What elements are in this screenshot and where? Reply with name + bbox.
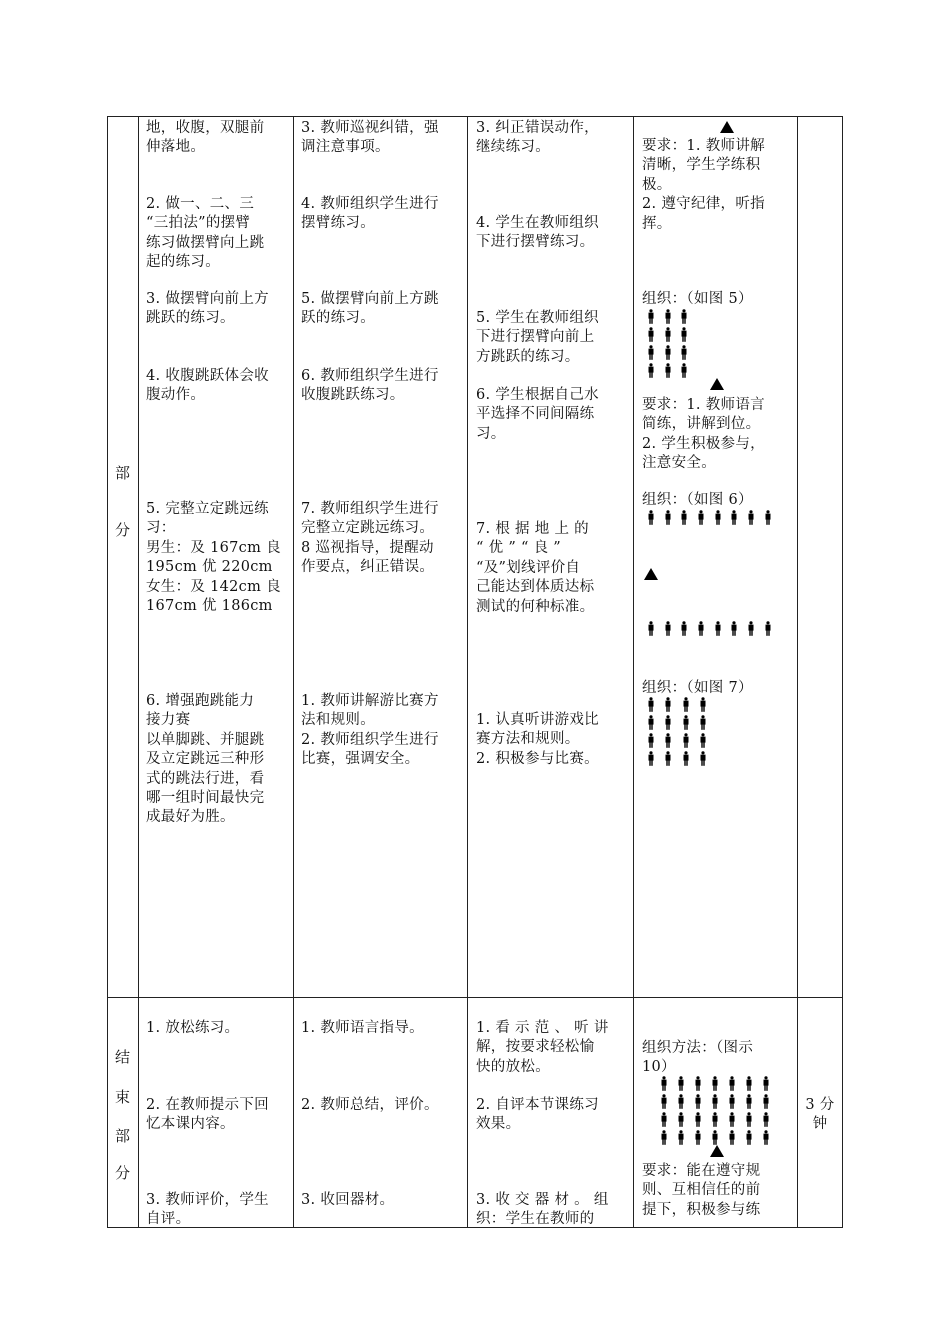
content-item: 4. 收腹跳跃体会收 腹动作。 [146, 368, 269, 404]
student-figure-icon [699, 751, 707, 766]
student-activity: 7. 根 据 地 上 的 “ 优 ” “ 良 ” “及”划线评价自 己能达到体质达标 测试的何种标准。 [476, 521, 595, 615]
student-figure-icon [664, 621, 672, 636]
organization-label: 组织：（如图 5） [642, 291, 753, 307]
teacher-activity: 7. 教师组织学生进行 完整立定跳远练习。 8 巡视指导，提醒动 作要点，纠正错误。 [301, 501, 439, 576]
student-figure-icon [762, 1094, 770, 1109]
student-figure-icon [647, 751, 655, 766]
teacher-marker-icon [710, 378, 724, 390]
student-figure-icon [680, 345, 688, 360]
time-allocation: 3 分 钟 [805, 1097, 835, 1133]
requirement-text: 要求：能在遵守规 则、互相信任的前 提下，积极参与练 [642, 1163, 761, 1218]
student-activity: 3. 纠正错误动作， 继续练习。 [476, 120, 599, 156]
student-figure-icon [664, 751, 672, 766]
teacher-activity: 1. 教师语言指导。 [301, 1020, 424, 1036]
student-figure-icon [664, 363, 672, 378]
student-figure-icon [682, 733, 690, 748]
student-figure-icon [664, 309, 672, 324]
student-figure-icon [694, 1094, 702, 1109]
content-item: 3. 教师评价，学生 自评。 [146, 1192, 269, 1228]
student-figure-icon [660, 1076, 668, 1091]
student-figure-icon [664, 327, 672, 342]
student-activity: 2. 自评本节课练习 效果。 [476, 1097, 599, 1133]
content-item: 2. 做一、二、三 “三拍法”的摆臂 练习做摆臂向上跳 起的练习。 [146, 196, 265, 271]
student-figure-icon [730, 621, 738, 636]
student-figure-icon [699, 715, 707, 730]
content-item: 6. 增强跑跳能力 接力赛 以单脚跳、并腿跳 及立定跳远三种形 式的跳法行进，看 哪一组时间最快完 成最好为胜。 [146, 693, 265, 826]
student-figure-icon [699, 697, 707, 712]
student-figure-icon [694, 1130, 702, 1145]
student-figure-icon [680, 510, 688, 525]
student-figure-icon [682, 751, 690, 766]
student-figure-icon [711, 1130, 719, 1145]
student-figure-icon [664, 510, 672, 525]
section-label-char: 分 [114, 521, 130, 539]
student-figure-icon [747, 621, 755, 636]
section-label-char: 结 [114, 1048, 130, 1066]
column-divider [467, 116, 468, 1228]
student-activity: 6. 学生根据自己水 平选择不同间隔练 习。 [476, 387, 599, 442]
student-figure-icon [745, 1076, 753, 1091]
student-figure-icon [677, 1130, 685, 1145]
formation-figure-7 [647, 697, 716, 769]
student-figure-icon [728, 1112, 736, 1127]
column-divider [633, 116, 634, 1228]
section-label-char: 部 [114, 1127, 130, 1145]
student-figure-icon [680, 621, 688, 636]
student-activity: 4. 学生在教师组织 下进行摆臂练习。 [476, 215, 599, 251]
student-figure-icon [762, 1076, 770, 1091]
student-figure-icon [660, 1130, 668, 1145]
teacher-activity: 3. 收回器材。 [301, 1192, 395, 1208]
student-figure-icon [711, 1094, 719, 1109]
organization-label: 组织：（如图 7） [642, 680, 753, 696]
student-figure-icon [647, 327, 655, 342]
teacher-marker-icon [710, 1145, 724, 1157]
column-divider [293, 116, 294, 1228]
section-label-char: 束 [114, 1088, 130, 1106]
section-label-char: 部 [114, 464, 130, 482]
student-figure-icon [647, 309, 655, 324]
student-figure-icon [647, 733, 655, 748]
student-figure-icon [647, 345, 655, 360]
formation-figure-10 [660, 1076, 779, 1148]
student-activity: 1. 看 示 范 、 听 讲 解，按要求轻松愉 快的放松。 [476, 1020, 609, 1075]
teacher-activity: 6. 教师组织学生进行 收腹跳跃练习。 [301, 368, 439, 404]
student-figure-icon [647, 715, 655, 730]
student-figure-icon [728, 1094, 736, 1109]
student-activity: 1. 认真听讲游戏比 赛方法和规则。 2. 积极参与比赛。 [476, 712, 599, 767]
formation-figure-6-row [647, 510, 781, 528]
formation-figure-6-row [647, 621, 781, 639]
student-figure-icon [762, 1112, 770, 1127]
formation-figure-5 [647, 309, 697, 381]
student-figure-icon [714, 621, 722, 636]
student-figure-icon [647, 510, 655, 525]
row-divider [107, 997, 843, 998]
student-figure-icon [694, 1112, 702, 1127]
student-figure-icon [647, 697, 655, 712]
student-figure-icon [664, 697, 672, 712]
student-figure-icon [711, 1076, 719, 1091]
student-figure-icon [728, 1076, 736, 1091]
requirement-text: 要求：1. 教师讲解 清晰，学生学练积 极。 2. 遵守纪律，听指 挥。 [642, 138, 765, 232]
column-divider [797, 116, 798, 1228]
teacher-marker-icon [644, 568, 658, 580]
student-figure-icon [680, 363, 688, 378]
student-figure-icon [711, 1112, 719, 1127]
teacher-activity: 1. 教师讲解游比赛方 法和规则。 2. 教师组织学生进行 比赛，强调安全。 [301, 693, 439, 768]
organization-label: 组织方法：（图示 10） [642, 1040, 754, 1076]
column-divider [138, 116, 139, 1228]
content-item: 1. 放松练习。 [146, 1020, 240, 1036]
teacher-marker-icon [720, 121, 734, 133]
student-figure-icon [699, 733, 707, 748]
student-figure-icon [697, 510, 705, 525]
student-figure-icon [694, 1076, 702, 1091]
student-figure-icon [747, 510, 755, 525]
student-figure-icon [677, 1076, 685, 1091]
student-figure-icon [660, 1112, 668, 1127]
student-figure-icon [762, 1130, 770, 1145]
teacher-activity: 3. 教师巡视纠错，强 调注意事项。 [301, 120, 439, 156]
student-figure-icon [664, 345, 672, 360]
student-figure-icon [764, 621, 772, 636]
student-figure-icon [660, 1094, 668, 1109]
section-label-char: 分 [114, 1164, 130, 1182]
student-figure-icon [730, 510, 738, 525]
student-figure-icon [680, 309, 688, 324]
student-figure-icon [664, 733, 672, 748]
student-figure-icon [714, 510, 722, 525]
student-figure-icon [680, 327, 688, 342]
content-item: 3. 做摆臂向前上方 跳跃的练习。 [146, 291, 269, 327]
student-figure-icon [697, 621, 705, 636]
student-figure-icon [647, 621, 655, 636]
requirement-text: 要求：1. 教师语言 简练，讲解到位。 2. 学生积极参与， 注意安全。 [642, 397, 765, 472]
content-item: 2. 在教师提示下回 忆本课内容。 [146, 1097, 269, 1133]
teacher-activity: 4. 教师组织学生进行 摆臂练习。 [301, 196, 439, 232]
organization-label: 组织：（如图 6） [642, 492, 753, 508]
student-figure-icon [677, 1094, 685, 1109]
teacher-activity: 2. 教师总结，评价。 [301, 1097, 439, 1113]
student-activity: 5. 学生在教师组织 下进行摆臂向前上 方跳跃的练习。 [476, 310, 599, 365]
student-figure-icon [745, 1112, 753, 1127]
student-figure-icon [647, 363, 655, 378]
student-figure-icon [764, 510, 772, 525]
student-figure-icon [728, 1130, 736, 1145]
student-figure-icon [745, 1094, 753, 1109]
student-activity: 3. 收 交 器 材 。 组 织：学生在教师的 [476, 1192, 609, 1228]
student-figure-icon [682, 715, 690, 730]
teacher-activity: 5. 做摆臂向前上方跳 跃的练习。 [301, 291, 439, 327]
student-figure-icon [677, 1112, 685, 1127]
student-figure-icon [745, 1130, 753, 1145]
content-item: 5. 完整立定跳远练 习： 男生：及 167cm 良 195cm 优 220cm 女生：及 142cm 良 167cm 优 186cm [146, 501, 281, 615]
student-figure-icon [664, 715, 672, 730]
content-item: 地，收腹，双腿前 伸落地。 [146, 120, 265, 156]
student-figure-icon [682, 697, 690, 712]
